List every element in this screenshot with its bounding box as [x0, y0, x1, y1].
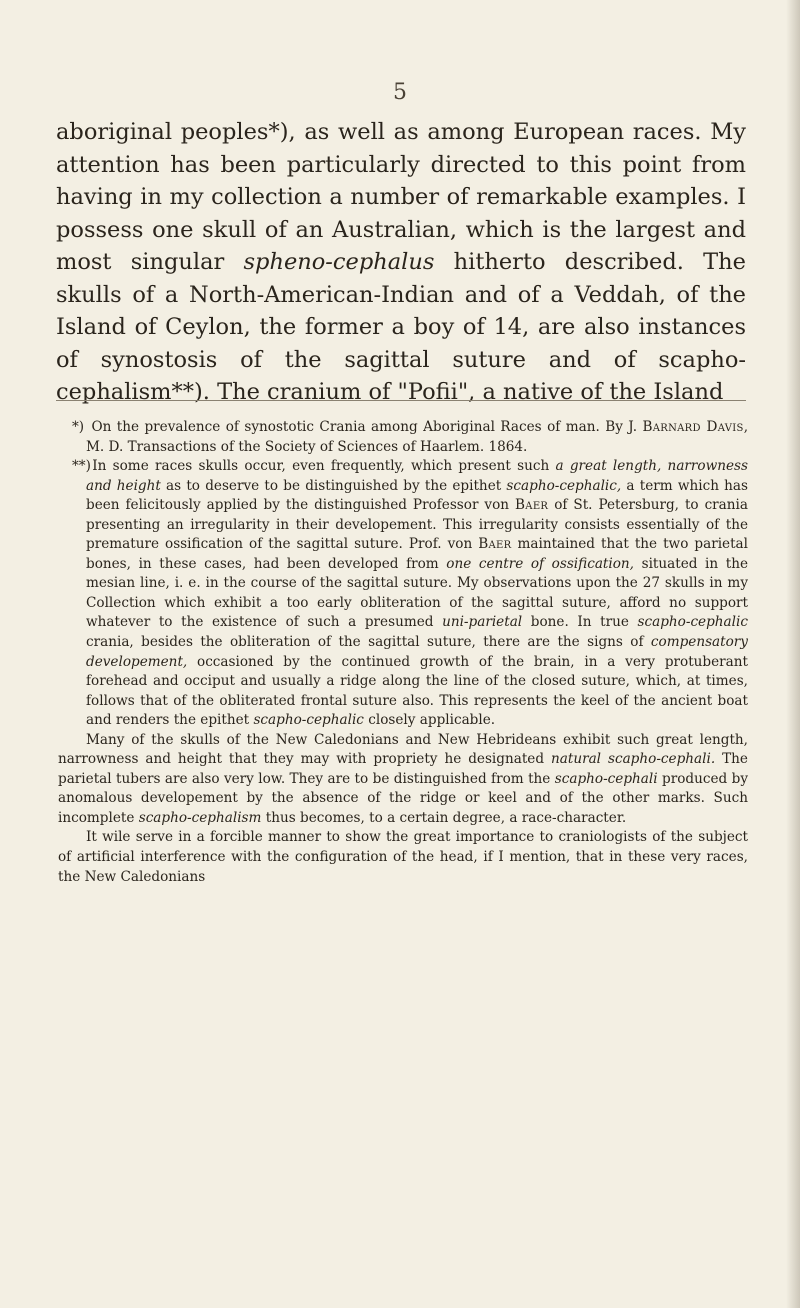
main-paragraph — [56, 116, 746, 409]
footnote-text: Many of the skulls of the New Caledonians and New Hebrideans exhibit such great length, narrowness and height that they may with propriety he designated — [58, 731, 748, 768]
italic-term: uni-parietal — [442, 614, 523, 631]
footnote-1 — [58, 418, 748, 457]
italic-term: scapho-cephalic — [253, 712, 364, 729]
italic-term: scapho-cephalic — [637, 614, 748, 631]
footnote-text: closely applicable. — [363, 712, 496, 729]
italic-term: compensatory developement, — [86, 634, 748, 670]
italic-term: scapho-cephalic, — [506, 477, 622, 494]
footnote-text: maintained that the two parietal bones, in these cases, had been developed from — [86, 536, 749, 572]
footnote-2-paragraph-3 — [58, 828, 748, 887]
footnote-text: The parietal tubers are also very low. They are to be distinguished from the — [58, 751, 748, 787]
footnote-text: as to deserve to be distinguished by the epithet — [160, 477, 507, 494]
italic-term: spheno-cephalus — [243, 249, 435, 275]
page-number: 5 — [393, 80, 407, 105]
footnote-text: In some races skulls occur, even frequently, which present such — [92, 458, 556, 475]
footnote-text: produced by anomalous developement by the absence of the ridge or keel and of the other marks. Such incomplete — [58, 770, 748, 826]
author-name: Baer — [515, 497, 549, 514]
footnotes — [58, 418, 748, 887]
italic-term: natural scapho-cephali. — [551, 751, 716, 768]
page-edge-shadow — [786, 0, 800, 1308]
footnote-text: of St. Petersburg, to crania presenting an irregularity in their developement. This irregularity consists essentially of the premature ossification of the sagittal suture. Prof. von — [86, 497, 748, 553]
footnote-text: , M. D. Transactions of the Society of Sciences of Haarlem. 1864. — [86, 419, 749, 455]
footnote-marker: *) — [72, 419, 85, 435]
footnote-text: crania, besides the obliteration of the sagittal suture, there are the signs of — [86, 634, 651, 651]
main-text-segment: hitherto described. The skulls of a North-American-Indian and of a Veddah, of the Island of Ceylon, the former a boy of 14, are also instances of synostosis of the sagittal suture and of scapho-cephalism**). The cranium of "Pofii", a native of the Island — [56, 249, 746, 405]
main-text-segment: aboriginal peoples*), as well as among European races. My attention has been particularly directed to this point from having in my collection a number of remarkable examples. I possess one skull of an Australian, which is the largest and most singular — [56, 119, 746, 275]
main-text — [56, 116, 746, 409]
author-name: Barnard Davis — [642, 419, 744, 435]
footnote-divider — [56, 400, 746, 401]
author-name: Baer — [478, 536, 512, 553]
italic-term: a great length, narrowness and height — [86, 458, 748, 494]
footnote-2 — [58, 457, 748, 731]
footnote-text: bone. In true — [522, 614, 638, 631]
footnote-text: It wile serve in a forcible manner to show the great importance to craniologists of the subject of artificial interference with the configuration of the head, if I mention, that in these very races, the New Caledonians — [58, 829, 748, 885]
footnote-text: On the prevalence of synostotic Crania among Aboriginal Races of man. By J. — [91, 419, 643, 435]
italic-term: scapho-cephali — [554, 770, 658, 787]
footnote-text: thus becomes, to a certain degree, a race-character. — [261, 809, 627, 826]
footnote-2-paragraph-2 — [58, 731, 748, 829]
footnote-text: occasioned by the continued growth of the brain, in a very protuberant forehead and occiput and usually a ridge along the line of the closed suture, which, at times, follows that of the obliterated frontal suture also. This represents the keel of the ancient boat and renders the epithet — [86, 653, 748, 729]
italic-term: scapho-cephalism — [138, 809, 262, 826]
footnote-text: a term which has been felicitously applied by the distinguished Professor von — [86, 477, 748, 514]
footnote-text: situated in the mesian line, i. e. in the course of the sagittal suture. My observations upon the 27 skulls in my Collection which exhibit a too early obliteration of the sagittal suture, afford no support whatever to the existence of such a presumed — [86, 555, 749, 631]
italic-term: one centre of ossification, — [446, 555, 635, 572]
footnote-marker: **) — [72, 458, 91, 475]
